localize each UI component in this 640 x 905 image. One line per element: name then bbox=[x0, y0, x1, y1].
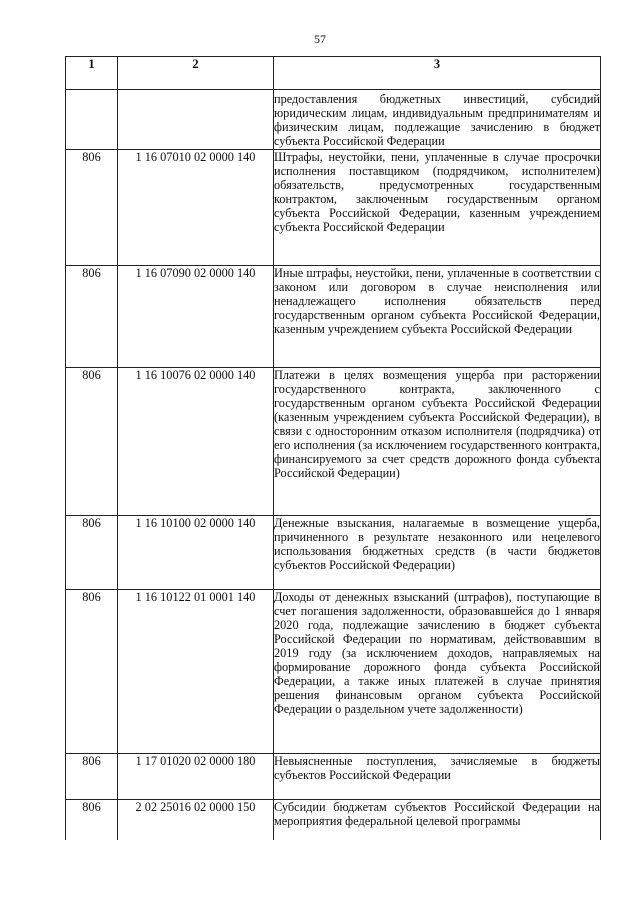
description-cell: Платежи в целях возмещения ущерба при расторжении государственного контракта, заключенного с государственным органом субъекта Российской Федерации (казенным учреждением субъекта Российской Федерации), в связи с односторонним отказом исполнителя (подрядчика) от его исполнения (за исключением государственного контракта, финансируемого за счет средств дорожного фонда субъекта Российской Федерации) bbox=[274, 368, 601, 516]
table-row bbox=[66, 590, 601, 754]
table-row bbox=[66, 754, 601, 800]
admin-code-cell: 806 bbox=[66, 754, 118, 800]
admin-code-cell: 806 bbox=[66, 516, 118, 590]
kbk-code-cell: 1 16 10076 02 0000 140 bbox=[118, 368, 274, 516]
admin-code-cell: 806 bbox=[66, 150, 118, 266]
description-cell: Иные штрафы, неустойки, пени, уплаченные в соответствии с законом или договором в случае неисполнения или ненадлежащего исполнения обязательств перед государственным органом субъекта Российской Федерации, казенным учреждением субъекта Российской Федерации bbox=[274, 266, 601, 368]
table-header-row bbox=[66, 57, 601, 90]
revenue-codes-table bbox=[65, 56, 601, 840]
header-col-2: 2 bbox=[118, 57, 274, 90]
description-cell: Невыясненные поступления, зачисляемые в бюджеты субъектов Российской Федерации bbox=[274, 754, 601, 800]
admin-code-cell: 806 bbox=[66, 800, 118, 840]
table-row bbox=[66, 516, 601, 590]
description-cell: Денежные взыскания, налагаемые в возмещение ущерба, причиненного в результате незаконного или нецелевого использования бюджетных средств (в части бюджетов субъектов Российской Федерации) bbox=[274, 516, 601, 590]
table-row bbox=[66, 90, 601, 150]
kbk-code-cell: 1 16 07010 02 0000 140 bbox=[118, 150, 274, 266]
kbk-code-cell: 2 02 25016 02 0000 150 bbox=[118, 800, 274, 840]
description-cell: Субсидии бюджетам субъектов Российской Федерации на мероприятия федеральной целевой программы bbox=[274, 800, 601, 840]
page-number: 57 bbox=[314, 32, 326, 46]
kbk-code-cell: 1 16 10100 02 0000 140 bbox=[118, 516, 274, 590]
description-cell: предоставления бюджетных инвестиций, субсидий юридическим лицам, индивидуальным предпринимателям и физическим лицам, подлежащие зачислению в бюджет субъекта Российской Федерации bbox=[274, 90, 601, 150]
kbk-code-cell: 1 16 10122 01 0001 140 bbox=[118, 590, 274, 754]
description-cell: Штрафы, неустойки, пени, уплаченные в случае просрочки исполнения поставщиком (подрядчиком, исполнителем) обязательств, предусмотренных государственным контрактом, заключенным государственным органом субъекта Российской Федерации, казенным учреждением субъекта Российской Федерации bbox=[274, 150, 601, 266]
admin-code-cell bbox=[66, 90, 118, 150]
header-col-3: 3 bbox=[274, 57, 601, 90]
table-row bbox=[66, 266, 601, 368]
description-cell: Доходы от денежных взысканий (штрафов), поступающие в счет погашения задолженности, образовавшейся до 1 января 2020 года, подлежащие зачислению в бюджет субъекта Российской Федерации по нормативам, действовавшим в 2019 году (за исключением доходов, направляемых на формирование дорожного фонда субъекта Российской Федерации, а также иных платежей в случае принятия решения финансовым органом субъекта Российской Федерации о раздельном учете задолженности) bbox=[274, 590, 601, 754]
table-row bbox=[66, 150, 601, 266]
admin-code-cell: 806 bbox=[66, 590, 118, 754]
kbk-code-cell bbox=[118, 90, 274, 150]
table-row bbox=[66, 800, 601, 840]
admin-code-cell: 806 bbox=[66, 368, 118, 516]
table-row bbox=[66, 368, 601, 516]
header-col-1: 1 bbox=[66, 57, 118, 90]
admin-code-cell: 806 bbox=[66, 266, 118, 368]
kbk-code-cell: 1 17 01020 02 0000 180 bbox=[118, 754, 274, 800]
kbk-code-cell: 1 16 07090 02 0000 140 bbox=[118, 266, 274, 368]
